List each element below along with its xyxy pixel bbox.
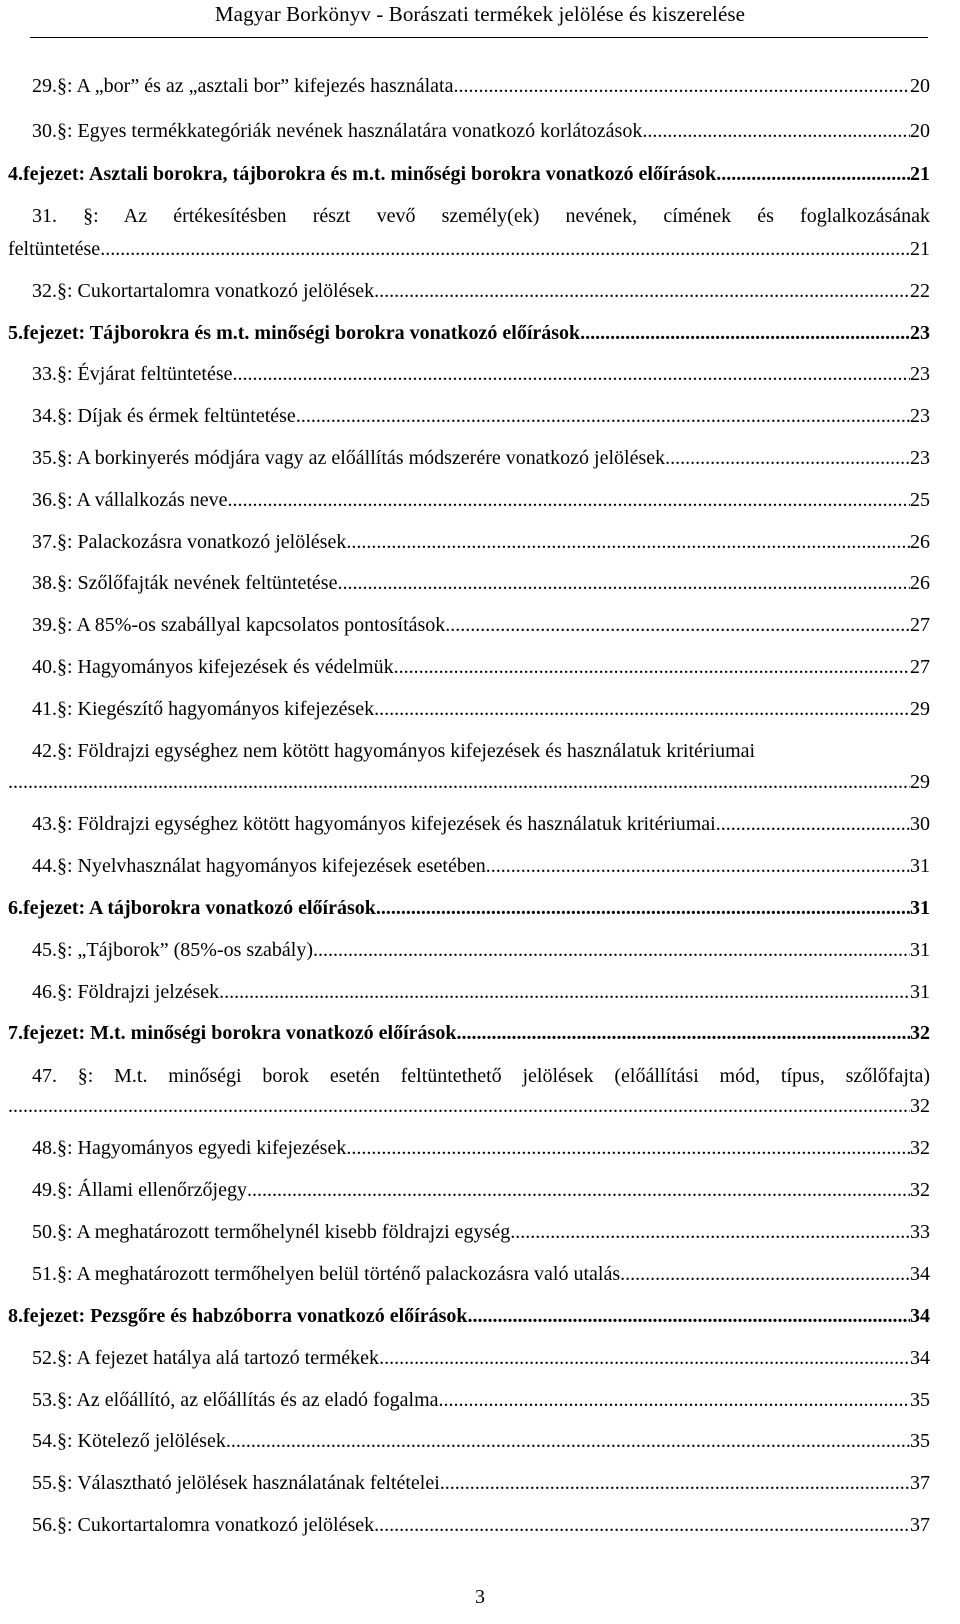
toc-page: 20	[910, 120, 930, 142]
toc-page: 32	[910, 1095, 930, 1117]
toc-title: §: A fejezet hatálya alá tartozó termékek	[57, 1347, 380, 1369]
toc-page: 31	[910, 981, 930, 1003]
toc-number: 35.	[32, 447, 57, 469]
toc-page: 31	[910, 855, 930, 877]
toc-page: 34	[910, 1263, 930, 1285]
toc-title: §: Díjak és érmek feltüntetése	[57, 405, 296, 427]
dot-leader	[100, 233, 910, 266]
dot-leader	[468, 1300, 910, 1333]
toc-page: 26	[910, 531, 930, 553]
toc-page: 37	[910, 1472, 930, 1494]
toc-title: fejezet: M.t. minőségi borokra vonatkozó előírások	[23, 1022, 457, 1044]
toc-title-line2: feltüntetése	[8, 238, 101, 260]
toc-number: 42.	[32, 740, 57, 762]
toc-title: §: Hagyományos kifejezések és védelmük	[57, 656, 394, 678]
toc-number: 56.	[32, 1514, 57, 1536]
toc-number: 33.	[32, 363, 57, 385]
dot-leader	[313, 934, 910, 967]
dot-leader	[716, 158, 910, 191]
toc-title: fejezet: Asztali borokra, tájborokra és m.t. minőségi borokra vonatkozó előírások	[23, 163, 717, 185]
toc-title: §: Palackozásra vonatkozó jelölések	[57, 531, 347, 553]
dot-leader	[445, 609, 910, 642]
dot-leader	[580, 317, 910, 350]
toc-title-line1: 31. §: Az értékesítésben részt vevő személy(ek) nevének, címének és foglalkozásának	[32, 205, 930, 227]
toc-number: 43.	[32, 813, 57, 835]
dot-leader	[716, 808, 910, 841]
toc-number: 8.	[8, 1305, 23, 1327]
toc-number: 38.	[32, 572, 57, 594]
toc-title: §: Földrajzi egységhez nem kötött hagyományos kifejezések és használatuk kritériumai	[57, 740, 756, 762]
toc-title: §: Cukortartalomra vonatkozó jelölések	[57, 1514, 375, 1536]
dot-leader	[337, 567, 910, 600]
toc-number: 49.	[32, 1179, 57, 1201]
dot-leader	[296, 400, 910, 433]
toc-page: 34	[910, 1305, 930, 1327]
toc-number: 44.	[32, 855, 57, 877]
toc-number: 39.	[32, 614, 57, 636]
toc-number: 34.	[32, 405, 57, 427]
toc-page: 37	[910, 1514, 930, 1536]
toc-number: 5.	[8, 322, 23, 344]
dot-leader	[510, 1216, 910, 1249]
toc-title-line1: 47. §: M.t. minőségi borok esetén feltüntethető jelölések (előállítási mód, típus, szőlőfajta)	[32, 1065, 930, 1087]
toc-number: 4.	[8, 163, 23, 185]
toc-number: 50.	[32, 1221, 57, 1243]
toc-title: §: Földrajzi jelzések	[57, 981, 220, 1003]
toc-page: 32	[910, 1137, 930, 1159]
toc-page: 31	[910, 897, 930, 919]
dot-leader	[374, 275, 910, 308]
toc-title: §: Az előállító, az előállítás és az eladó fogalma	[57, 1389, 439, 1411]
toc-page: 27	[910, 614, 930, 636]
toc-number: 48.	[32, 1137, 57, 1159]
toc-title: §: A meghatározott termőhelyen belül történő palackozásra való utalás	[57, 1263, 621, 1285]
toc-page: 23	[910, 363, 930, 385]
toc-number: 52.	[32, 1347, 57, 1369]
toc-title: §: Állami ellenőrzőjegy	[57, 1179, 247, 1201]
toc-page: 33	[910, 1221, 930, 1243]
toc-title: §: Cukortartalomra vonatkozó jelölések	[57, 280, 375, 302]
toc-page: 21	[910, 163, 930, 185]
toc-title: §: A borkinyerés módjára vagy az előállítás módszerére vonatkozó jelölések	[57, 447, 666, 469]
toc-title: §: Földrajzi egységhez kötött hagyományos kifejezések és használatuk kritériumai	[57, 813, 716, 835]
toc-title: §: A vállalkozás neve	[57, 489, 228, 511]
dot-leader	[439, 1384, 910, 1417]
toc-page: 31	[910, 939, 930, 961]
toc-page: 29	[910, 771, 930, 793]
dot-leader	[219, 976, 910, 1009]
dot-leader	[374, 1509, 910, 1542]
toc-page: 23	[910, 322, 930, 344]
dot-leader	[226, 1425, 910, 1458]
toc-page: 32	[910, 1179, 930, 1201]
toc-title: §: A 85%-os szabállyal kapcsolatos pontosítások	[57, 614, 446, 636]
toc-page: 29	[910, 698, 930, 720]
toc-title: §: Kötelező jelölések	[57, 1430, 226, 1452]
dot-leader	[228, 484, 910, 517]
toc-number: 51.	[32, 1263, 57, 1285]
toc-number: 54.	[32, 1430, 57, 1452]
toc-title: fejezet: Tájborokra és m.t. minőségi borokra vonatkozó előírások	[23, 322, 581, 344]
toc-page: 22	[910, 280, 930, 302]
toc-number: 40.	[32, 656, 57, 678]
toc-number: 32.	[32, 280, 57, 302]
toc-title: §: Nyelvhasználat hagyományos kifejezések esetében	[57, 855, 486, 877]
toc-title: §: „Tájborok” (85%-os szabály)	[57, 939, 314, 961]
page-number: 3	[475, 1586, 485, 1608]
toc-number: 7.	[8, 1022, 23, 1044]
dot-leader	[453, 70, 910, 103]
dot-leader	[8, 1090, 910, 1123]
dot-leader	[394, 651, 910, 684]
dot-leader	[374, 693, 910, 726]
dot-leader	[376, 892, 910, 925]
toc-page: 35	[910, 1389, 930, 1411]
toc-title: §: Választható jelölések használatának feltételei	[57, 1472, 440, 1494]
toc-page: 32	[910, 1022, 930, 1044]
toc-title: fejezet: A tájborokra vonatkozó előírások	[23, 897, 376, 919]
toc-page: 25	[910, 489, 930, 511]
dot-leader	[8, 766, 910, 799]
dot-leader	[247, 1174, 910, 1207]
dot-leader	[665, 442, 910, 475]
toc-number: 29.	[32, 75, 57, 97]
toc-page: 34	[910, 1347, 930, 1369]
dot-leader	[232, 358, 910, 391]
toc-title: §: Évjárat feltüntetése	[57, 363, 233, 385]
header-rule	[30, 37, 928, 38]
toc-title: §: Hagyományos egyedi kifejezések	[57, 1137, 347, 1159]
dot-leader	[456, 1017, 910, 1050]
toc-number: 53.	[32, 1389, 57, 1411]
toc-page: 35	[910, 1430, 930, 1452]
toc-page: 30	[910, 813, 930, 835]
dot-leader	[642, 115, 910, 148]
toc-number: 45.	[32, 939, 57, 961]
toc-title: §: Szőlőfajták nevének feltüntetése	[57, 572, 338, 594]
toc-title: fejezet: Pezsgőre és habzóborra vonatkozó előírások	[23, 1305, 468, 1327]
toc-page: 20	[910, 75, 930, 97]
toc-number: 41.	[32, 698, 57, 720]
dot-leader	[346, 1132, 910, 1165]
dot-leader	[486, 850, 910, 883]
toc-number: 55.	[32, 1472, 57, 1494]
toc-title: §: A „bor” és az „asztali bor” kifejezés használata	[57, 75, 454, 97]
toc-page: 21	[910, 238, 930, 260]
dot-leader	[379, 1342, 910, 1375]
toc-number: 30.	[32, 120, 57, 142]
dot-leader	[346, 526, 910, 559]
toc-title: §: A meghatározott termőhelynél kisebb földrajzi egység	[57, 1221, 511, 1243]
toc-number: 36.	[32, 489, 57, 511]
toc-title: §: Egyes termékkategóriák nevének használatára vonatkozó korlátozások	[57, 120, 643, 142]
dot-leader	[440, 1467, 910, 1500]
toc-page: 26	[910, 572, 930, 594]
dot-leader	[620, 1258, 910, 1291]
toc-number: 6.	[8, 897, 23, 919]
toc-number: 46.	[32, 981, 57, 1003]
toc-page: 27	[910, 656, 930, 678]
toc-title: §: Kiegészítő hagyományos kifejezések	[57, 698, 375, 720]
toc-number: 37.	[32, 531, 57, 553]
running-header: Magyar Borkönyv - Borászati termékek jelölése és kiszerelése	[214, 2, 746, 26]
toc-page: 23	[910, 405, 930, 427]
toc-page: 23	[910, 447, 930, 469]
